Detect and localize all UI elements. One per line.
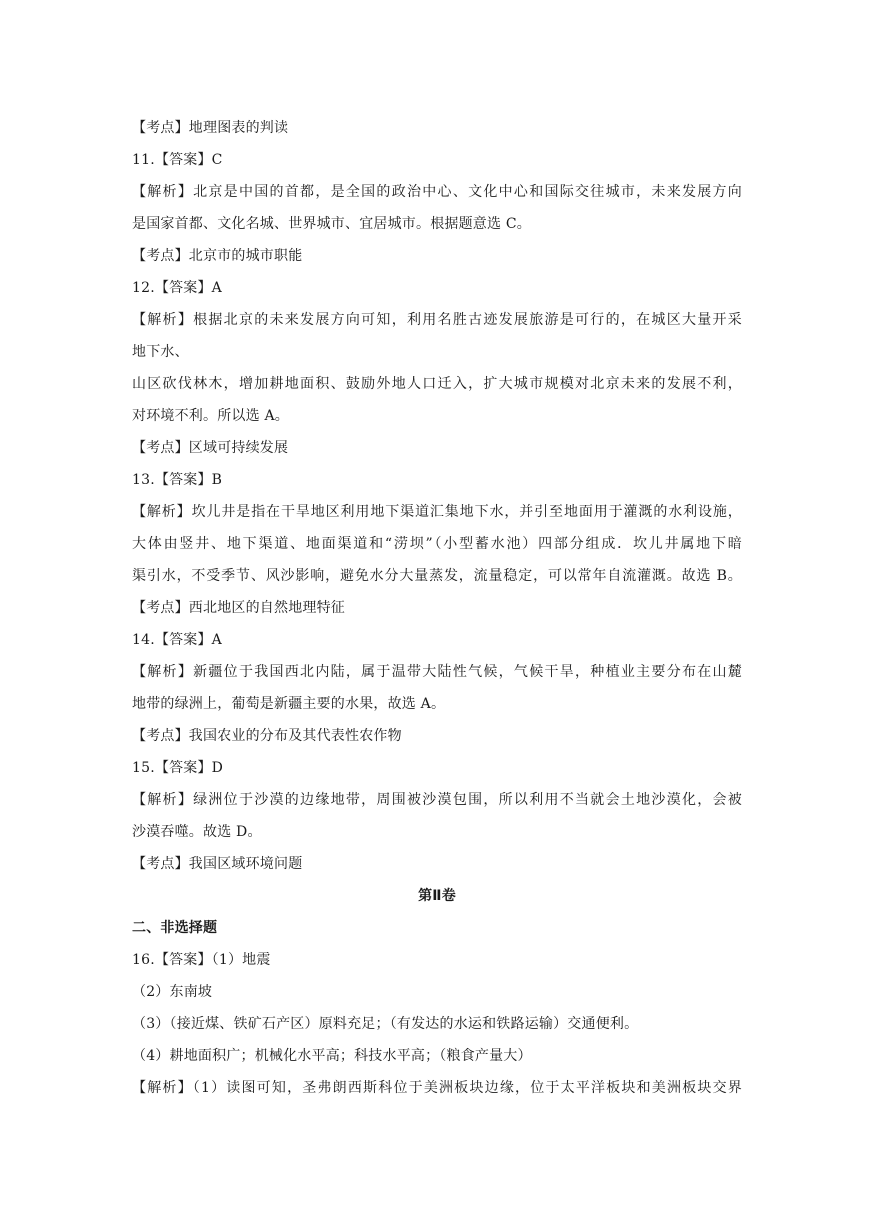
kaodian-line: 【考点】北京市的城市职能 <box>132 248 303 264</box>
section-heading: 第Ⅱ卷 <box>418 888 456 904</box>
answer-16-part-4: （4）耕地面积广；机械化水平高；科技水平高；（粮食产量大） <box>132 1048 532 1064</box>
analysis-13-line-1: 【解析】坎儿井是指在干旱地区利用地下渠道汇集地下水，并引至地面用于灌溉的水利设施， <box>132 504 742 520</box>
answer-13: 13.【答案】B <box>132 472 223 488</box>
analysis-13-line-2: 大体由竖井、地下渠道、地面渠道和“涝坝”（小型蓄水池）四部分组成．坎儿井属地下暗 <box>132 536 742 552</box>
analysis-15-line-1: 【解析】绿洲位于沙漠的边缘地带，周围被沙漠包围，所以利用不当就会土地沙漠化，会被 <box>132 792 742 808</box>
kaodian-line: 【考点】地理图表的判读 <box>132 120 289 136</box>
answer-16: 16.【答案】（1）地震 <box>132 952 271 968</box>
answer-16-part-2: （2）东南坡 <box>132 984 213 1000</box>
part-heading: 二、非选择题 <box>132 920 218 936</box>
analysis-11-line-1: 【解析】北京是中国的首都，是全国的政治中心、文化中心和国际交往城市，未来发展方向 <box>132 184 742 200</box>
kaodian-line: 【考点】我国农业的分布及其代表性农作物 <box>132 728 402 744</box>
answer-16-part-3: （3）（接近煤、铁矿石产区）原料充足；（有发达的水运和铁路运输）交通便利。 <box>132 1016 639 1032</box>
analysis-13-line-3: 渠引水，不受季节、风沙影响，避免水分大量蒸发，流量稳定，可以常年自流灌溉。故选 B。 <box>132 568 742 584</box>
answer-15: 15.【答案】D <box>132 760 224 776</box>
kaodian-line: 【考点】西北地区的自然地理特征 <box>132 600 345 616</box>
analysis-12-line-4: 对环境不利。所以选 A。 <box>132 408 289 424</box>
analysis-15-line-2: 沙漠吞噬。故选 D。 <box>132 824 262 840</box>
analysis-12-line-3: 山区砍伐林木，增加耕地面积、鼓励外地人口迁入，扩大城市规模对北京未来的发展不利， <box>132 376 742 392</box>
analysis-12-line-2: 地下水、 <box>132 344 189 360</box>
analysis-11-line-2: 是国家首都、文化名城、世界城市、宜居城市。根据题意选 C。 <box>132 216 531 232</box>
kaodian-line: 【考点】区域可持续发展 <box>132 440 289 456</box>
analysis-14-line-2: 地带的绿洲上，葡萄是新疆主要的水果，故选 A。 <box>132 696 446 712</box>
analysis-14-line-1: 【解析】新疆位于我国西北内陆，属于温带大陆性气候，气候干旱，种植业主要分布在山麓 <box>132 664 742 680</box>
answer-14: 14.【答案】A <box>132 632 222 648</box>
answer-12: 12.【答案】A <box>132 280 222 296</box>
analysis-16-line-1: 【解析】（1）读图可知，圣弗朗西斯科位于美洲板块边缘，位于太平洋板块和美洲板块交界 <box>132 1080 742 1096</box>
kaodian-line: 【考点】我国区域环境问题 <box>132 856 303 872</box>
answer-11: 11.【答案】C <box>132 152 223 168</box>
analysis-12-line-1: 【解析】根据北京的未来发展方向可知，利用名胜古迹发展旅游是可行的，在城区大量开采 <box>132 312 742 328</box>
